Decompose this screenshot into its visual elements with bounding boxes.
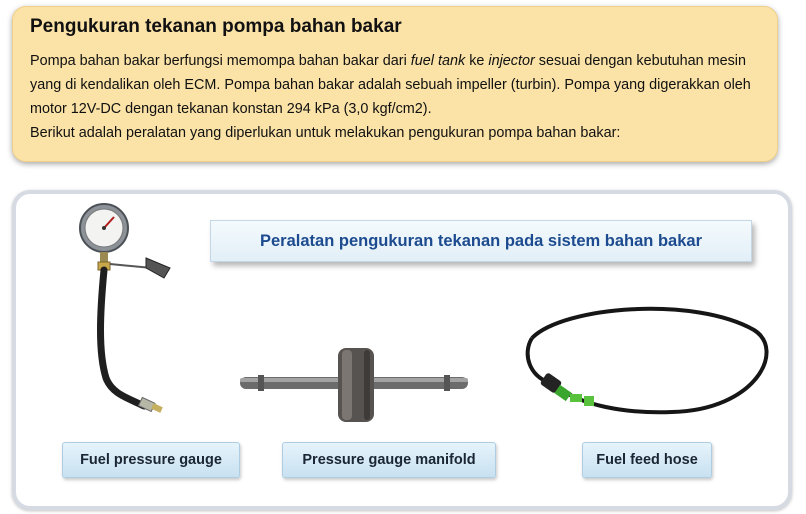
tool-label-fuel-pressure-gauge: Fuel pressure gauge xyxy=(62,442,240,478)
info-paragraph-2: Berikut adalah peralatan yang diperlukan untuk melakukan pengukuran pompa bahan bakar: xyxy=(30,125,621,141)
pressure-gauge-manifold-image xyxy=(238,344,472,426)
info-body xyxy=(30,49,770,145)
info-text: sesuai dengan kebutuhan mesin yang di kendalikan oleh ECM. Pompa bahan bakar adalah sebuah impeller (turbin). Pompa yang digerakkan oleh motor 12V-DC dengan tekanan konstan 294 kPa (3,0 kgf/cm2). xyxy=(30,53,751,117)
fuel-tank-term: fuel tank xyxy=(410,53,466,69)
info-text: ke xyxy=(465,53,489,69)
info-text: Pompa bahan bakar berfungsi memompa bahan bakar dari xyxy=(30,53,411,69)
fuel-pressure-gauge-image xyxy=(66,202,186,418)
info-title: Pengukuran tekanan pompa bahan bakar xyxy=(30,16,402,37)
panel-header: Peralatan pengukuran tekanan pada sistem bahan bakar xyxy=(210,220,752,262)
info-box xyxy=(12,6,778,162)
injector-term: injector xyxy=(488,53,535,69)
tool-label-fuel-feed-hose: Fuel feed hose xyxy=(582,442,712,478)
tool-label-pressure-gauge-manifold: Pressure gauge manifold xyxy=(282,442,496,478)
fuel-feed-hose-image xyxy=(504,298,776,424)
info-paragraph-1 xyxy=(30,49,770,121)
tool-panel xyxy=(12,190,792,510)
